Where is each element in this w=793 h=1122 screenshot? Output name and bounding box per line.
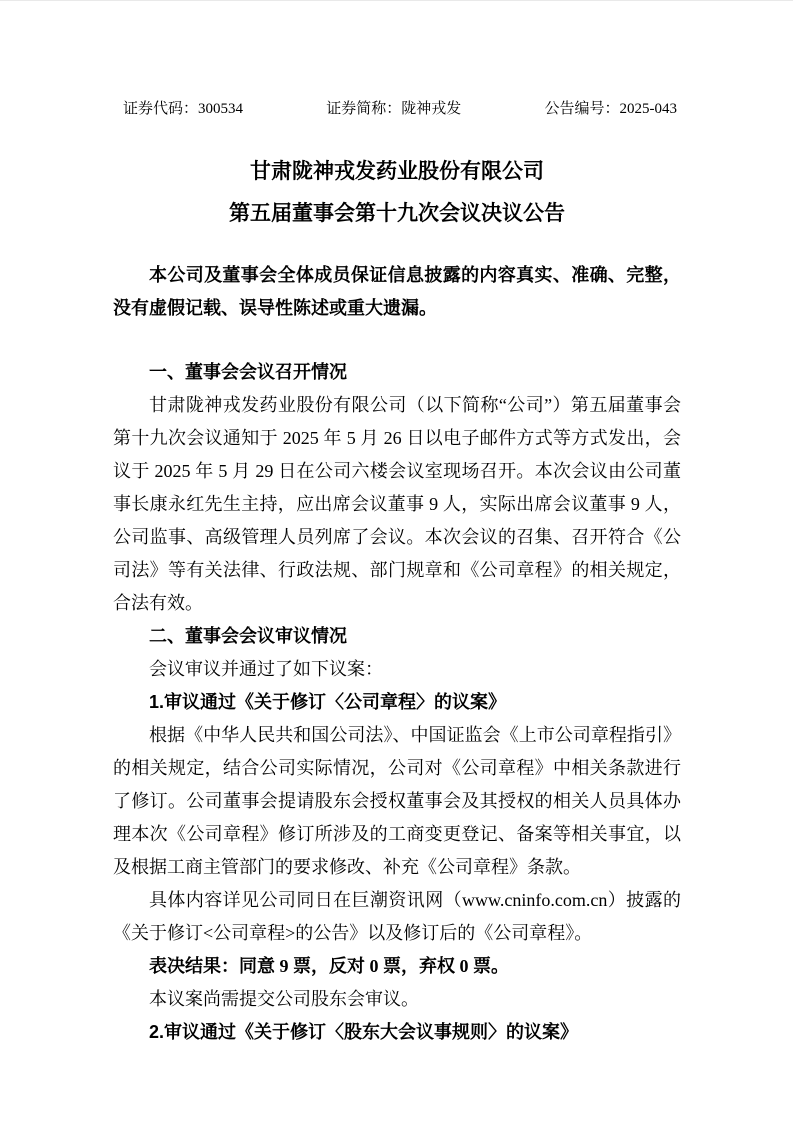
document-header [113,1,681,118]
item2-heading: 2.审议通过《关于修订〈股东大会议事规则〉的议案》 [149,1022,579,1042]
disclosure-notice: 本公司及董事会全体成员保证信息披露的内容真实、准确、完整，没有虚假记载、误导性陈述或重大遗漏。 [113,265,681,318]
item1-note: 本议案尚需提交公司股东会审议。 [149,989,419,1009]
document-body [113,356,681,1049]
stock-code: 证券代码：300534 [123,101,244,117]
item1-vote-result: 表决结果：同意 9 票，反对 0 票，弃权 0 票。 [149,956,509,976]
company-name-title: 甘肃陇神戎发药业股份有限公司 [250,160,544,183]
section1-heading: 一、董事会会议召开情况 [149,362,347,382]
section2-heading: 二、董事会会议审议情况 [149,626,347,646]
section2-intro: 会议审议并通过了如下议案： [149,659,383,679]
announcement-number: 公告编号：2025-043 [544,101,677,117]
item1-paragraph: 根据《中华人民共和国公司法》、中国证监会《上市公司章程指引》的相关规定，结合公司实际情况，公司对《公司章程》中相关条款进行了修订。公司董事会提请股东会授权董事会及其授权的相关人员具体办理本次《公司章程》修订所涉及的工商变更登记、备案等相关事宜，以及根据工商主管部门的要求修改、补充《公司章程》条款。 [113,725,681,877]
stock-name: 证券简称：陇神戎发 [326,101,462,117]
document-title [113,151,681,235]
meeting-resolution-title: 第五届董事会第十九次会议决议公告 [229,202,565,225]
item1-heading: 1.审议通过《关于修订〈公司章程〉的议案》 [149,692,507,712]
item1-disclosure: 具体内容详见公司同日在巨潮资讯网（www.cninfo.com.cn）披露的《关于修订<公司章程>的公告》以及修订后的《公司章程》。 [113,890,681,943]
section1-paragraph: 甘肃陇神戎发药业股份有限公司（以下简称“公司”）第五届董事会第十九次会议通知于 2025 年 5 月 26 日以电子邮件方式等方式发出，会议于 2025 年 5 月 29 日在公司六楼会议室现场召开。本次会议由公司董事长康永红先生主持，应出席会议董事 9 人，实际出席会议董事 9 人，公司监事、高级管理人员列席了会议。本次会议的召集、召开符合《公司法》等有关法律、行政法规、部门规章和《公司章程》的相关规定，合法有效。 [113,395,681,613]
